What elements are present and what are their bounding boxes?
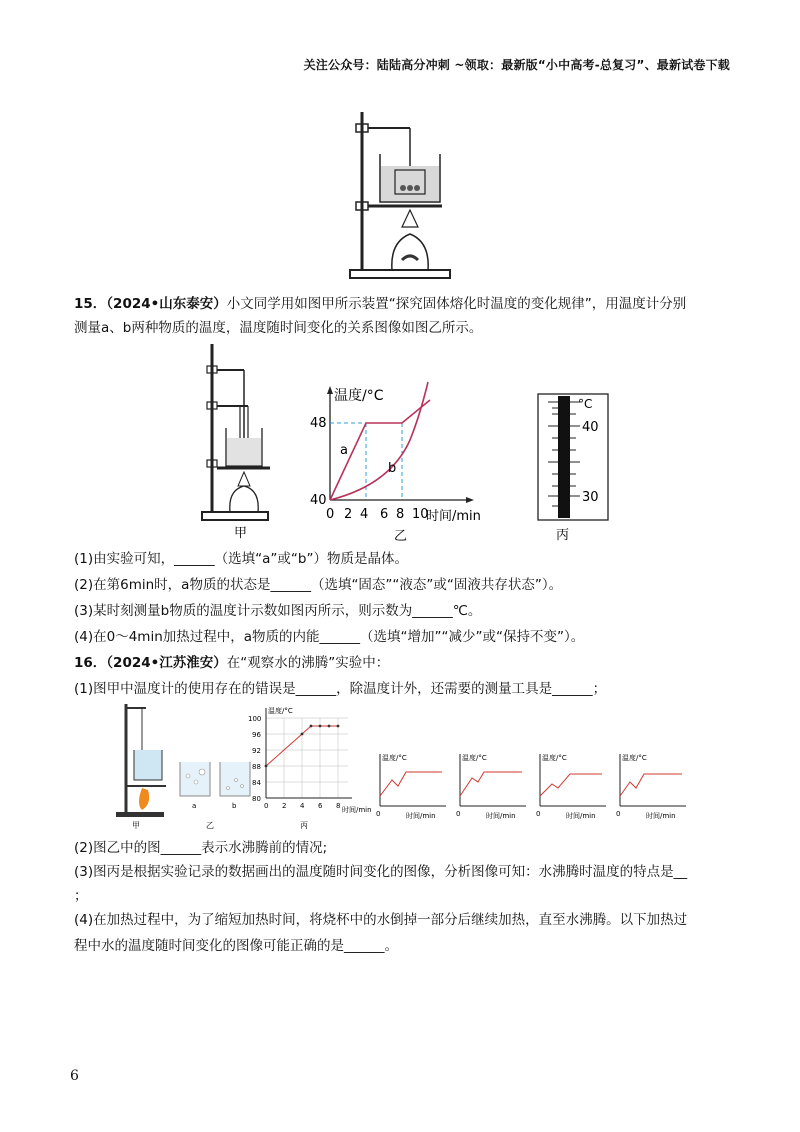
q15-graph-origin: 0 [326,507,335,522]
q16-graph-xtick-0: 0 [264,802,269,810]
q15-fig-bing-thermometer [528,392,618,542]
q15-graph-xtick-2: 2 [344,507,353,522]
q15-fig-yi-label: 乙 [394,529,408,544]
q16-option-c-xlabel: 时间/min [566,812,596,820]
q16-number: 16． [74,655,107,671]
q16-beaker-b-label: b [232,802,237,810]
q16-graph-xtick-2: 2 [282,802,287,810]
q15-fig-bing-label: 丙 [556,528,570,542]
q15-stem-line1 [74,294,686,314]
page-number: 6 [70,1068,79,1084]
q16-stem-line [74,653,389,673]
q16-option-a-xlabel: 时间/min [406,812,436,820]
q15-curve-a-label: a [340,443,348,458]
q15-sub3: (3)某时刻测量b物质的温度计示数如图丙所示，则示数为______℃。 [74,603,482,619]
q15-graph-xtick-10: 10 [412,507,429,522]
page-header: 关注公众号：陆陆高分冲刺 ~领取：最新版“小中高考-总复习”、最新试卷下载 [303,58,730,72]
q16-graph-ytick-84: 84 [252,779,261,787]
q15-curve-b-label: b [388,461,397,476]
q15-graph-xlabel: 时间/min [426,509,481,524]
q15-graph-ylabel: 温度/°C [334,388,384,404]
q16-option-b-xlabel: 时间/min [486,812,516,820]
q16-option-a-ylabel: 温度/°C [382,754,407,762]
q16-graph-ytick-92: 92 [252,747,261,755]
q16-stem-text: 在“观察水的沸腾”实验中： [226,655,390,671]
q15-graph-ytick-40: 40 [310,493,327,508]
q16-graph-ytick-96: 96 [252,731,261,739]
q16-fig-bing-label: 丙 [300,821,308,830]
q15-sub2: (2)在第6min时，a物质的状态是______（选填“固态”“液态”或“固液共存状态”）。 [74,577,563,593]
q16-graph-xtick-8: 8 [336,802,341,810]
q16-option-b-origin: 0 [456,810,461,818]
q16-sub2: (2)图乙中的图______表示水沸腾前的情况; [74,840,328,856]
q15-fig-jia [196,340,276,540]
q16-option-d-ylabel: 温度/°C [622,754,647,762]
q15-thermo-tick-40: 40 [582,420,599,435]
q16-option-graph-d [610,750,690,822]
q15-graph-xtick-6: 6 [380,507,389,522]
q16-source: （2024•江苏淮安） [106,655,227,671]
q16-fig-yi-beakers [176,752,256,832]
q16-sub4-line2: 程中水的温度随时间变化的图像可能正确的是______。 [74,938,398,954]
q16-graph-ytick-100: 100 [248,715,262,723]
q16-fig-bing-graph [248,704,381,834]
q15-fig-jia-label: 甲 [234,526,248,540]
q15-stem-text: 小文同学用如图甲所示装置“探究固体熔化时温度的变化规律”，用温度计分别 [226,296,687,312]
q16-option-graph-a [370,750,450,822]
q15-fig-yi-graph [300,380,510,545]
q16-sub1: (1)图甲中温度计的使用存在的错误是______，除温度计外，还需要的测量工具是______； [74,681,607,697]
q15-graph-xtick-4: 4 [360,507,369,522]
q16-graph-ytick-80: 80 [252,795,261,803]
q16-sub3-line1: (3)图丙是根据实验记录的数据画出的温度随时间变化的图像，分析图像可知：水沸腾时温度的特点是__ [74,864,688,880]
q16-sub3-line2: ； [74,888,88,904]
q16-graph-ytick-88: 88 [252,763,261,771]
q15-thermo-unit: °C [578,397,593,411]
q16-beaker-a-label: a [192,802,197,810]
q16-option-d-origin: 0 [616,810,621,818]
boiling-apparatus-figure [340,92,460,282]
q16-option-b-ylabel: 温度/°C [462,754,487,762]
q16-option-d-xlabel: 时间/min [646,812,676,820]
q15-sub1: (1)由实验可知，______（选填“a”或“b”）物质是晶体。 [74,551,408,567]
q15-sub4: (4)在0～4min加热过程中，a物质的内能______（选填“增加”“减少”或“保持不变”）。 [74,629,585,645]
q16-fig-jia-label: 甲 [132,821,140,830]
q16-option-graph-c [530,750,610,822]
q15-graph-xtick-8: 8 [396,507,405,522]
q16-sub4-line1: (4)在加热过程中，为了缩短加热时间，将烧杯中的水倒掉一部分后继续加热，直至水沸腾。以下加热过 [74,912,688,928]
q16-option-c-origin: 0 [536,810,541,818]
q16-option-c-ylabel: 温度/°C [542,754,567,762]
q16-graph-xtick-6: 6 [318,802,323,810]
q16-option-a-origin: 0 [376,810,381,818]
q15-thermo-tick-30: 30 [582,490,599,505]
q15-number: 15． [74,296,107,312]
q15-source: （2024•山东泰安） [106,296,227,312]
q16-graph-ylabel: 温度/°C [268,707,293,715]
q16-fig-yi-label: 乙 [206,821,214,830]
q16-graph-xtick-4: 4 [300,802,305,810]
q15-stem-line2: 测量a、b两种物质的温度，温度随时间变化的关系图像如图乙所示。 [74,320,483,336]
q16-fig-jia [112,700,172,832]
q16-option-graph-b [450,750,530,822]
q15-graph-ytick-48: 48 [310,416,327,431]
q16-graph-xlabel: 时间/min [342,806,372,814]
